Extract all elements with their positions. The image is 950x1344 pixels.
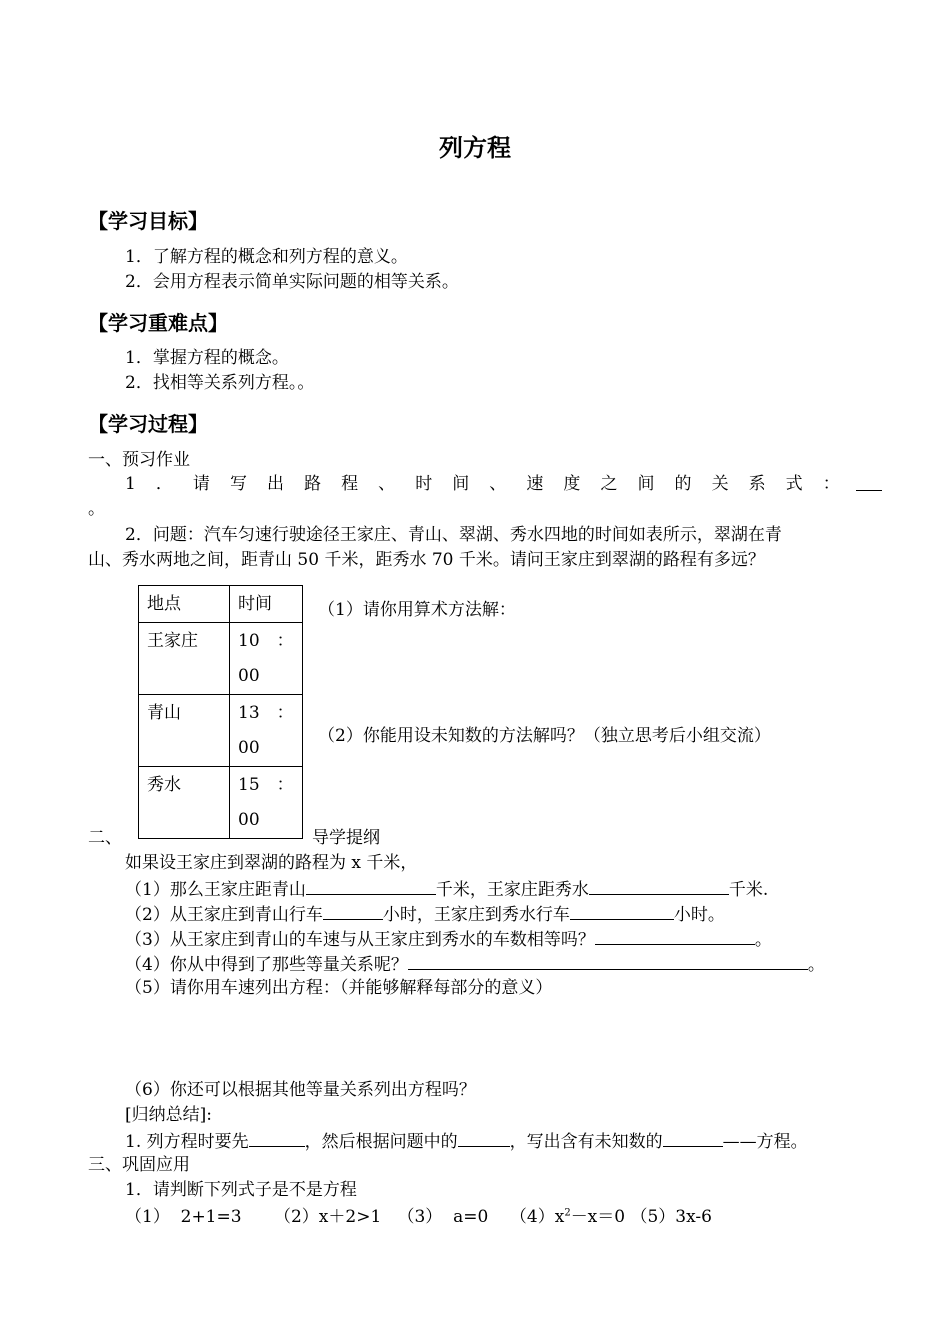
preview-q1: [125, 472, 840, 496]
guide-heading: 导学提纲: [312, 828, 380, 848]
guide-line-6: （6）你还可以根据其他等量关系列出方程吗？: [125, 1080, 476, 1100]
time-hour: 13 ：: [238, 703, 294, 723]
guide-intro: 如果设王家庄到翠湖的路程为 x 千米，: [125, 853, 418, 873]
preview-q2-line1: 2．问题：汽车匀速行驶途径王家庄、青山、翠湖、秀水四地的时间如表所示，翠湖在青: [125, 525, 782, 545]
table-cell-time: [230, 695, 303, 767]
q1-char: 时: [415, 474, 433, 494]
q1-char: 关: [711, 474, 729, 494]
guide-line-5: （5）请你用车速列出方程：（并能够解释每部分的意义）: [125, 978, 553, 998]
q1-char: ．: [155, 474, 173, 494]
table-cell-place: 秀水: [139, 767, 230, 839]
guide-l3-text: （3）从王家庄到青山的车速与从王家庄到秀水的车数相等吗？: [125, 930, 595, 950]
table-row: [139, 767, 303, 839]
q1-char: 路: [304, 474, 322, 494]
q1-char: 间: [452, 474, 470, 494]
key-item: 2．找相等关系列方程。。: [125, 373, 315, 393]
goals-heading: 【学习目标】: [88, 209, 208, 233]
time-minute: 00: [238, 738, 260, 758]
summary-line: [125, 1128, 808, 1154]
time-minute: 00: [238, 810, 260, 830]
page-title: 列方程: [439, 134, 511, 162]
process-heading: 【学习过程】: [88, 412, 208, 436]
q1-char: 、: [378, 474, 396, 494]
time-hour: 10 ：: [238, 631, 294, 651]
guide-line-1: [125, 876, 768, 902]
time-hour: 15 ：: [238, 775, 294, 795]
table-cell-time: [230, 767, 303, 839]
summary-text: 1. 列方程时要先: [125, 1132, 249, 1152]
guide-l2-text: （2）从王家庄到青山行车: [125, 905, 323, 925]
q1-char: 度: [563, 474, 581, 494]
answer-blank[interactable]: [458, 1128, 510, 1147]
superscript: 2: [564, 1207, 571, 1219]
guide-l4-text: （4）你从中得到了那些等量关系呢？: [125, 955, 408, 975]
guide-l1-text: 千米，王家庄距秀水: [435, 880, 589, 900]
table-row: [139, 695, 303, 767]
guide-line-4: [125, 951, 825, 977]
guide-l2-text: 小时，王家庄到秀水行车: [382, 905, 570, 925]
apply-q1: 1．请判断下列式子是不是方程: [125, 1180, 357, 1200]
answer-blank[interactable]: [595, 926, 755, 945]
q1-char: 出: [267, 474, 285, 494]
key-item: 1．掌握方程的概念。: [125, 348, 289, 368]
table-header-place: 地点: [139, 586, 230, 623]
table-header-time: 时间: [230, 586, 303, 623]
q1-char: 的: [674, 474, 692, 494]
q1-char: 间: [637, 474, 655, 494]
guide-l4-text: 。: [807, 955, 825, 975]
guide-l1-text: （1）那么王家庄距青山: [125, 880, 306, 900]
guide-l1-text: 千米.: [728, 880, 769, 900]
apply-items-text: －x＝0 （5）3x-6: [570, 1207, 712, 1227]
guide-l3-text: 。: [754, 930, 772, 950]
apply-items-text: （1） 2+1=3 （2）x＋2>1 （3） a=0 （4）x: [125, 1207, 565, 1227]
side-question-2: （2）你能用设未知数的方法解吗？（独立思考后小组交流）: [318, 726, 771, 746]
table-cell-place: 王家庄: [139, 623, 230, 695]
q1-char: 写: [229, 474, 247, 494]
answer-blank[interactable]: [323, 901, 383, 920]
q1-char: 速: [526, 474, 544, 494]
time-minute: 00: [238, 666, 260, 686]
answer-blank[interactable]: [306, 876, 436, 895]
preview-q1-end: 。: [88, 499, 105, 519]
answer-blank[interactable]: [249, 1128, 305, 1147]
table-row: [139, 623, 303, 695]
guide-l2-text: 小时。: [673, 905, 725, 925]
answer-blank[interactable]: [589, 876, 729, 895]
summary-text: ，然后根据问题中的: [304, 1132, 458, 1152]
guide-line-3: [125, 926, 772, 952]
schedule-table: [138, 585, 303, 839]
apply-heading: 三、巩固应用: [88, 1155, 190, 1175]
key-heading: 【学习重难点】: [88, 311, 228, 335]
q1-char: 系: [748, 474, 766, 494]
summary-heading: [归纳总结]:: [125, 1105, 212, 1125]
guide-line-2: [125, 901, 725, 927]
table-cell-place: 青山: [139, 695, 230, 767]
summary-text: ，写出含有未知数的: [509, 1132, 663, 1152]
q1-char: 、: [489, 474, 507, 494]
goal-item: 1．了解方程的概念和列方程的意义。: [125, 247, 408, 267]
answer-blank[interactable]: [570, 901, 674, 920]
summary-text: ——方程。: [722, 1132, 808, 1152]
q1-char: 程: [341, 474, 359, 494]
goal-item: 2．会用方程表示简单实际问题的相等关系。: [125, 272, 459, 292]
q1-answer-blank[interactable]: [856, 490, 882, 491]
table-header-row: [139, 586, 303, 623]
q1-char: 之: [600, 474, 618, 494]
apply-items: [125, 1205, 712, 1229]
q1-char: 式: [785, 474, 803, 494]
table-cell-time: [230, 623, 303, 695]
q1-char: 请: [192, 474, 210, 494]
q1-char: 1: [125, 474, 136, 494]
preview-q2-line2: 山、秀水两地之间，距青山 50 千米，距秀水 70 千米。请问王家庄到翠湖的路程有多远？: [88, 550, 765, 570]
answer-blank[interactable]: [408, 951, 808, 970]
q1-char: ：: [822, 474, 840, 494]
preview-heading: 一、预习作业: [88, 450, 190, 470]
answer-blank[interactable]: [663, 1128, 723, 1147]
side-question-1: （1）请你用算术方法解：: [318, 600, 516, 620]
guide-number: 二、: [88, 828, 122, 848]
